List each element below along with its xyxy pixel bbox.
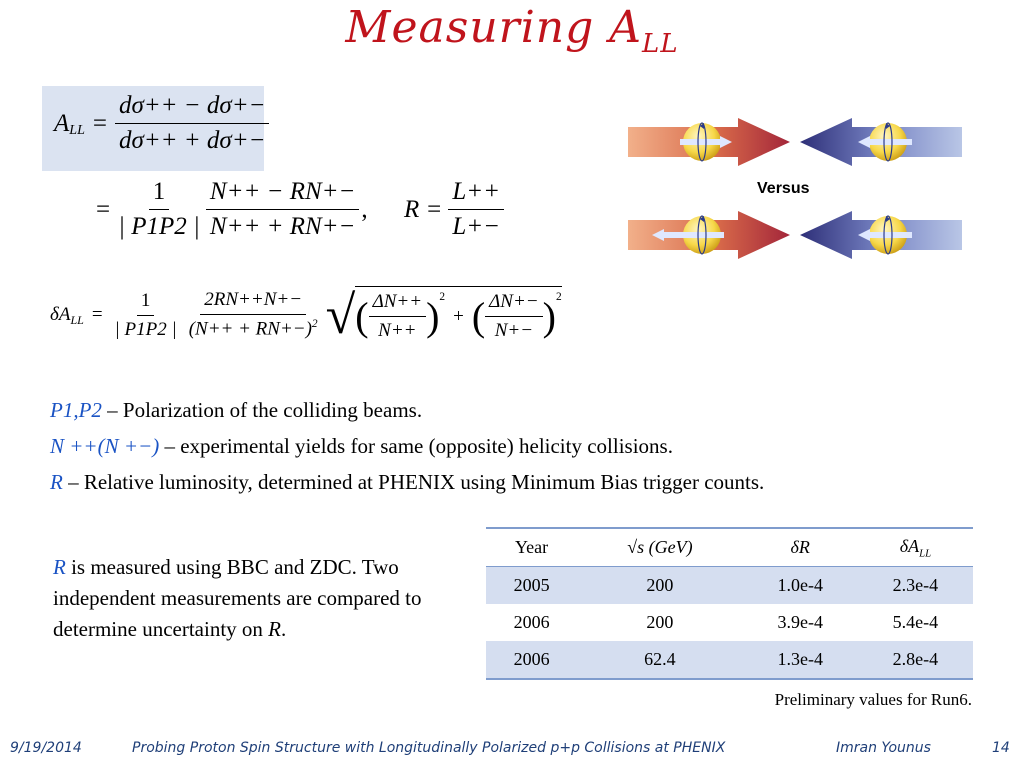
same-helicity-beams [628, 118, 962, 166]
measurement-note: R is measured using BBC and ZDC. Two independent measurements are compared to determine uncertainty on R. [53, 555, 422, 641]
table-row: 2005 200 1.0e-4 2.3e-4 [486, 567, 973, 605]
all-equation: A $_{LL}$ = $\frac{d\sigma++ - d\sigma+-}{d\sigma++ + d\sigma+-}$ [54, 92, 269, 155]
relative-luminosity-equation: R = $\frac{L++}{L+-}$ [404, 178, 504, 241]
table-header-row [486, 528, 973, 567]
uncertainty-table [486, 527, 973, 680]
table-caption: Preliminary values for Run6. [774, 690, 972, 709]
header-delta-r: δR [790, 537, 810, 557]
definition-polarization: P1,P2 – Polarization of the colliding beams. [50, 398, 423, 422]
all-error-equation: δA $_{LL}$ = $\frac{1}{| P1P2 |}$ $\frac{2RN++N+-}{(N++ + RN+-)^2}$ √ ( $\frac{\Delta N++}{N++}$ ) $^2$ + ( $\frac{\Delta N+-}{N+-}$ ) $^2$ [50, 285, 562, 345]
footer-page-number: 14 [992, 740, 1010, 756]
footer-author: Imran Younus [836, 740, 931, 756]
header-energy: √s (GeV) [627, 537, 693, 557]
versus-label: Versus [757, 180, 810, 197]
table-row: 2006 200 3.9e-4 5.4e-4 [513, 612, 939, 632]
all-yield-equation: = $\frac{1}{| P1P2 |}$ $\frac{N++ - RN+-}{N++ + RN+-}$ , [96, 178, 368, 240]
footer-date: 9/19/2014 [10, 740, 82, 756]
sqrt-sign: √ [325, 285, 356, 345]
definition-yields: N ++(N +−) – experimental yields for same (opposite) helicity collisions. [50, 434, 673, 458]
header-year: Year [514, 537, 549, 557]
table-row: 2006 62.4 1.3e-4 2.8e-4 [486, 641, 973, 679]
opposite-helicity-beams [628, 211, 962, 259]
footer-talk-title: Probing Proton Spin Structure with Longitudinally Polarized p+p Collisions at PHENIX [132, 740, 726, 756]
definition-luminosity: R – Relative luminosity, determined at PHENIX using Minimum Bias trigger counts. [50, 470, 765, 494]
slide-title: Measuring $A_{LL}$ [345, 2, 679, 59]
definitions-list [50, 392, 764, 500]
header-delta-all: $\delta A_{LL}$ [899, 535, 932, 560]
